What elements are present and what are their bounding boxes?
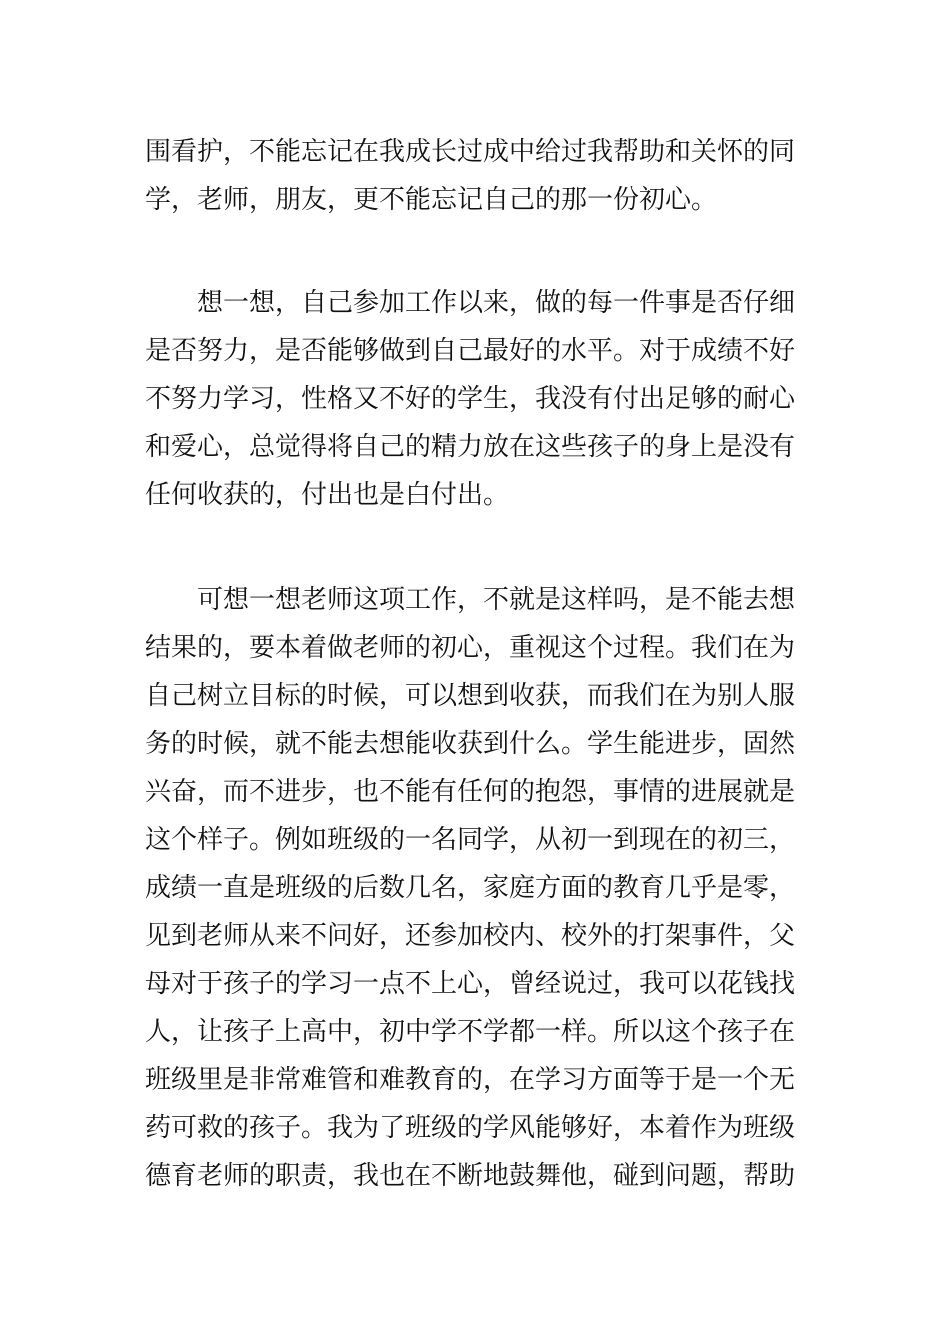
text-line: 和爱心，总觉得将自己的精力放在这些孩子的身上是没有 bbox=[145, 432, 796, 462]
text-line: 人，让孩子上高中，初中学不学都一样。所以这个孩子在 bbox=[145, 1017, 796, 1047]
paragraph-1 bbox=[145, 128, 817, 224]
paragraph-2 bbox=[145, 279, 817, 519]
text-line: 结果的，要本着做老师的初心，重视这个过程。我们在为 bbox=[145, 633, 796, 663]
text-line: 任何收获的，付出也是白付出。 bbox=[145, 480, 510, 510]
text-line: 母对于孩子的学习一点不上心，曾经说过，我可以花钱找 bbox=[145, 969, 796, 999]
text-line: 自己树立目标的时候，可以想到收获，而我们在为别人服 bbox=[145, 681, 796, 711]
text-line: 班级里是非常难管和难教育的，在学习方面等于是一个无 bbox=[145, 1065, 796, 1095]
text-line: 见到老师从来不问好，还参加校内、校外的打架事件，父 bbox=[145, 921, 796, 951]
text-line: 想一想，自己参加工作以来，做的每一件事是否仔细 bbox=[197, 288, 796, 318]
text-line: 德育老师的职责，我也在不断地鼓舞他，碰到问题，帮助 bbox=[145, 1161, 796, 1191]
text-line: 这个样子。例如班级的一名同学，从初一到现在的初三， bbox=[145, 825, 796, 855]
paragraph-3 bbox=[145, 576, 817, 1200]
text-line: 务的时候，就不能去想能收获到什么。学生能进步，固然 bbox=[145, 729, 796, 759]
text-line: 是否努力，是否能够做到自己最好的水平。对于成绩不好 bbox=[145, 336, 796, 366]
text-line: 可想一想老师这项工作，不就是这样吗，是不能去想 bbox=[197, 585, 796, 615]
text-line: 药可救的孩子。我为了班级的学风能够好，本着作为班级 bbox=[145, 1113, 796, 1143]
text-line: 成绩一直是班级的后数几名，家庭方面的教育几乎是零， bbox=[145, 873, 796, 903]
text-line: 兴奋，而不进步，也不能有任何的抱怨，事情的进展就是 bbox=[145, 777, 796, 807]
text-line: 不努力学习，性格又不好的学生，我没有付出足够的耐心 bbox=[145, 384, 796, 414]
text-line: 学，老师，朋友，更不能忘记自己的那一份初心。 bbox=[145, 185, 718, 215]
text-line: 围看护，不能忘记在我成长过成中给过我帮助和关怀的同 bbox=[145, 137, 796, 167]
